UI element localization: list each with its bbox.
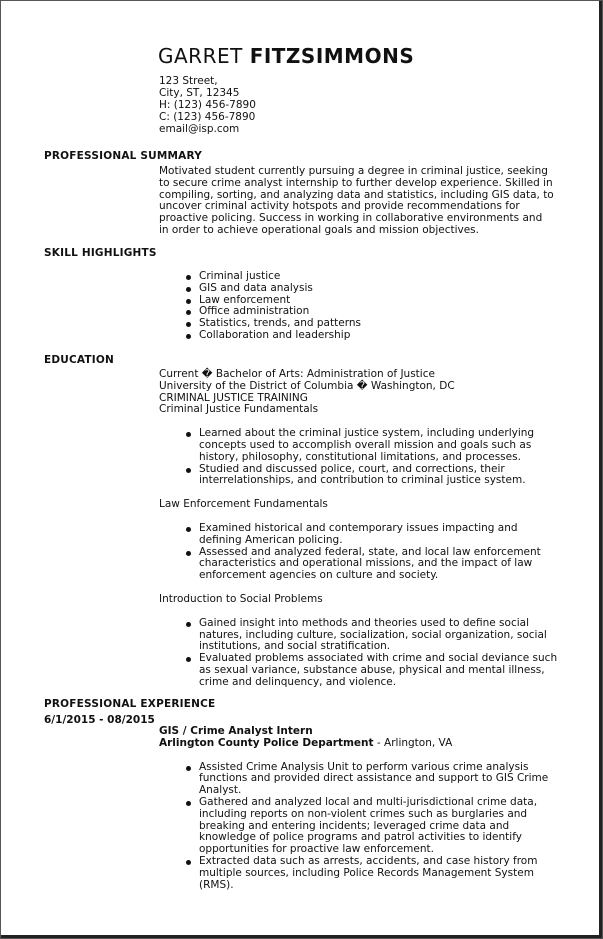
last-name: FITZSIMMONS <box>249 44 415 68</box>
education-block <box>159 369 559 689</box>
experience-heading: PROFESSIONAL EXPERIENCE <box>44 698 216 710</box>
skill-item: Criminal justice <box>159 271 559 283</box>
first-name: GARRET <box>158 44 243 68</box>
course-bullet: Assessed and analyzed federal, state, and local law enforcement characteristics and operational missions, and the impact of law enforcement agencies on culture and society. <box>159 547 559 582</box>
candidate-name <box>158 44 414 68</box>
training-heading: CRIMINAL JUSTICE TRAINING <box>159 391 308 404</box>
experience-block <box>159 726 559 891</box>
home-phone: H: (123) 456-7890 <box>159 99 256 112</box>
degree-line: Current � Bachelor of Arts: Administration of Justice <box>159 368 435 380</box>
address-city: City, ST, 12345 <box>159 87 240 100</box>
course-title: Criminal Justice Fundamentals <box>159 403 319 416</box>
skill-item: GIS and data analysis <box>159 283 559 295</box>
job-title: GIS / Crime Analyst Intern <box>159 725 313 737</box>
skills-heading: SKILL HIGHLIGHTS <box>44 247 157 259</box>
summary-heading: PROFESSIONAL SUMMARY <box>44 150 203 162</box>
job-bullet: Extracted data such as arrests, accidents, and case history from multiple sources, including Police Records Management System (RMS). <box>159 856 559 891</box>
summary-text: Motivated student currently pursuing a degree in criminal justice, seeking to secure crime analyst internship to further develop experience. Skilled in compiling, sorting, and analyzing data and statistics, including GIS data, to uncover criminal activity hotspots and provide recommendations for proactive policing. Success in working in collaborative environments and in order to achieve operational goals and mission objectives. <box>159 165 554 236</box>
skill-item: Law enforcement <box>159 295 559 307</box>
employer-line <box>159 738 559 750</box>
skill-item: Collaboration and leadership <box>159 330 559 342</box>
course-bullets <box>159 523 559 582</box>
employer-location: - Arlington, VA <box>373 736 453 749</box>
cell-phone: C: (123) 456-7890 <box>159 111 256 124</box>
skills-list <box>159 271 559 342</box>
job-bullet: Gathered and analyzed local and multi-jurisdictional crime data, including reports on non-violent crimes such as burglaries and breaking and entering incidents; leveraged crime data and knowledge of police programs and patrol activities to identify opportunities for proactive law enforcement. <box>159 797 559 856</box>
school-line: University of the District of Columbia � Washington, DC <box>159 379 455 392</box>
course-bullet: Learned about the criminal justice system, including underlying concepts used to accomplish overall mission and goals such as history, philosophy, constitutional limitations, and processes. <box>159 428 559 463</box>
course-bullets <box>159 618 559 689</box>
job-dates: 6/1/2015 - 08/2015 <box>44 714 155 726</box>
skill-item: Statistics, trends, and patterns <box>159 318 559 330</box>
education-heading: EDUCATION <box>44 354 115 366</box>
course-bullet: Examined historical and contemporary issues impacting and defining American policing. <box>159 523 559 547</box>
job-bullet: Assisted Crime Analysis Unit to perform various crime analysis functions and provided direct assistance and support to GIS Crime Analyst. <box>159 762 559 797</box>
address-street: 123 Street, <box>159 75 218 87</box>
course-bullets <box>159 428 559 487</box>
skills-list-block <box>159 271 559 342</box>
employer-name: Arlington County Police Department <box>159 736 374 749</box>
course-bullet: Studied and discussed police, court, and corrections, their interrelationships, and contribution to criminal justice system. <box>159 464 559 488</box>
course-title: Law Enforcement Fundamentals <box>159 498 328 511</box>
course-bullet: Gained insight into methods and theories used to define social natures, including culture, socialization, social organization, social institutions, and social stratification. <box>159 618 559 653</box>
contact-info <box>159 75 256 135</box>
skill-item: Office administration <box>159 306 559 318</box>
email: email@isp.com <box>159 123 240 136</box>
course-bullet: Evaluated problems associated with crime and social deviance such as sexual variance, substance abuse, physical and mental illness, crime and delinquency, and violence. <box>159 653 559 688</box>
course-title: Introduction to Social Problems <box>159 592 323 605</box>
job-bullets <box>159 762 559 892</box>
